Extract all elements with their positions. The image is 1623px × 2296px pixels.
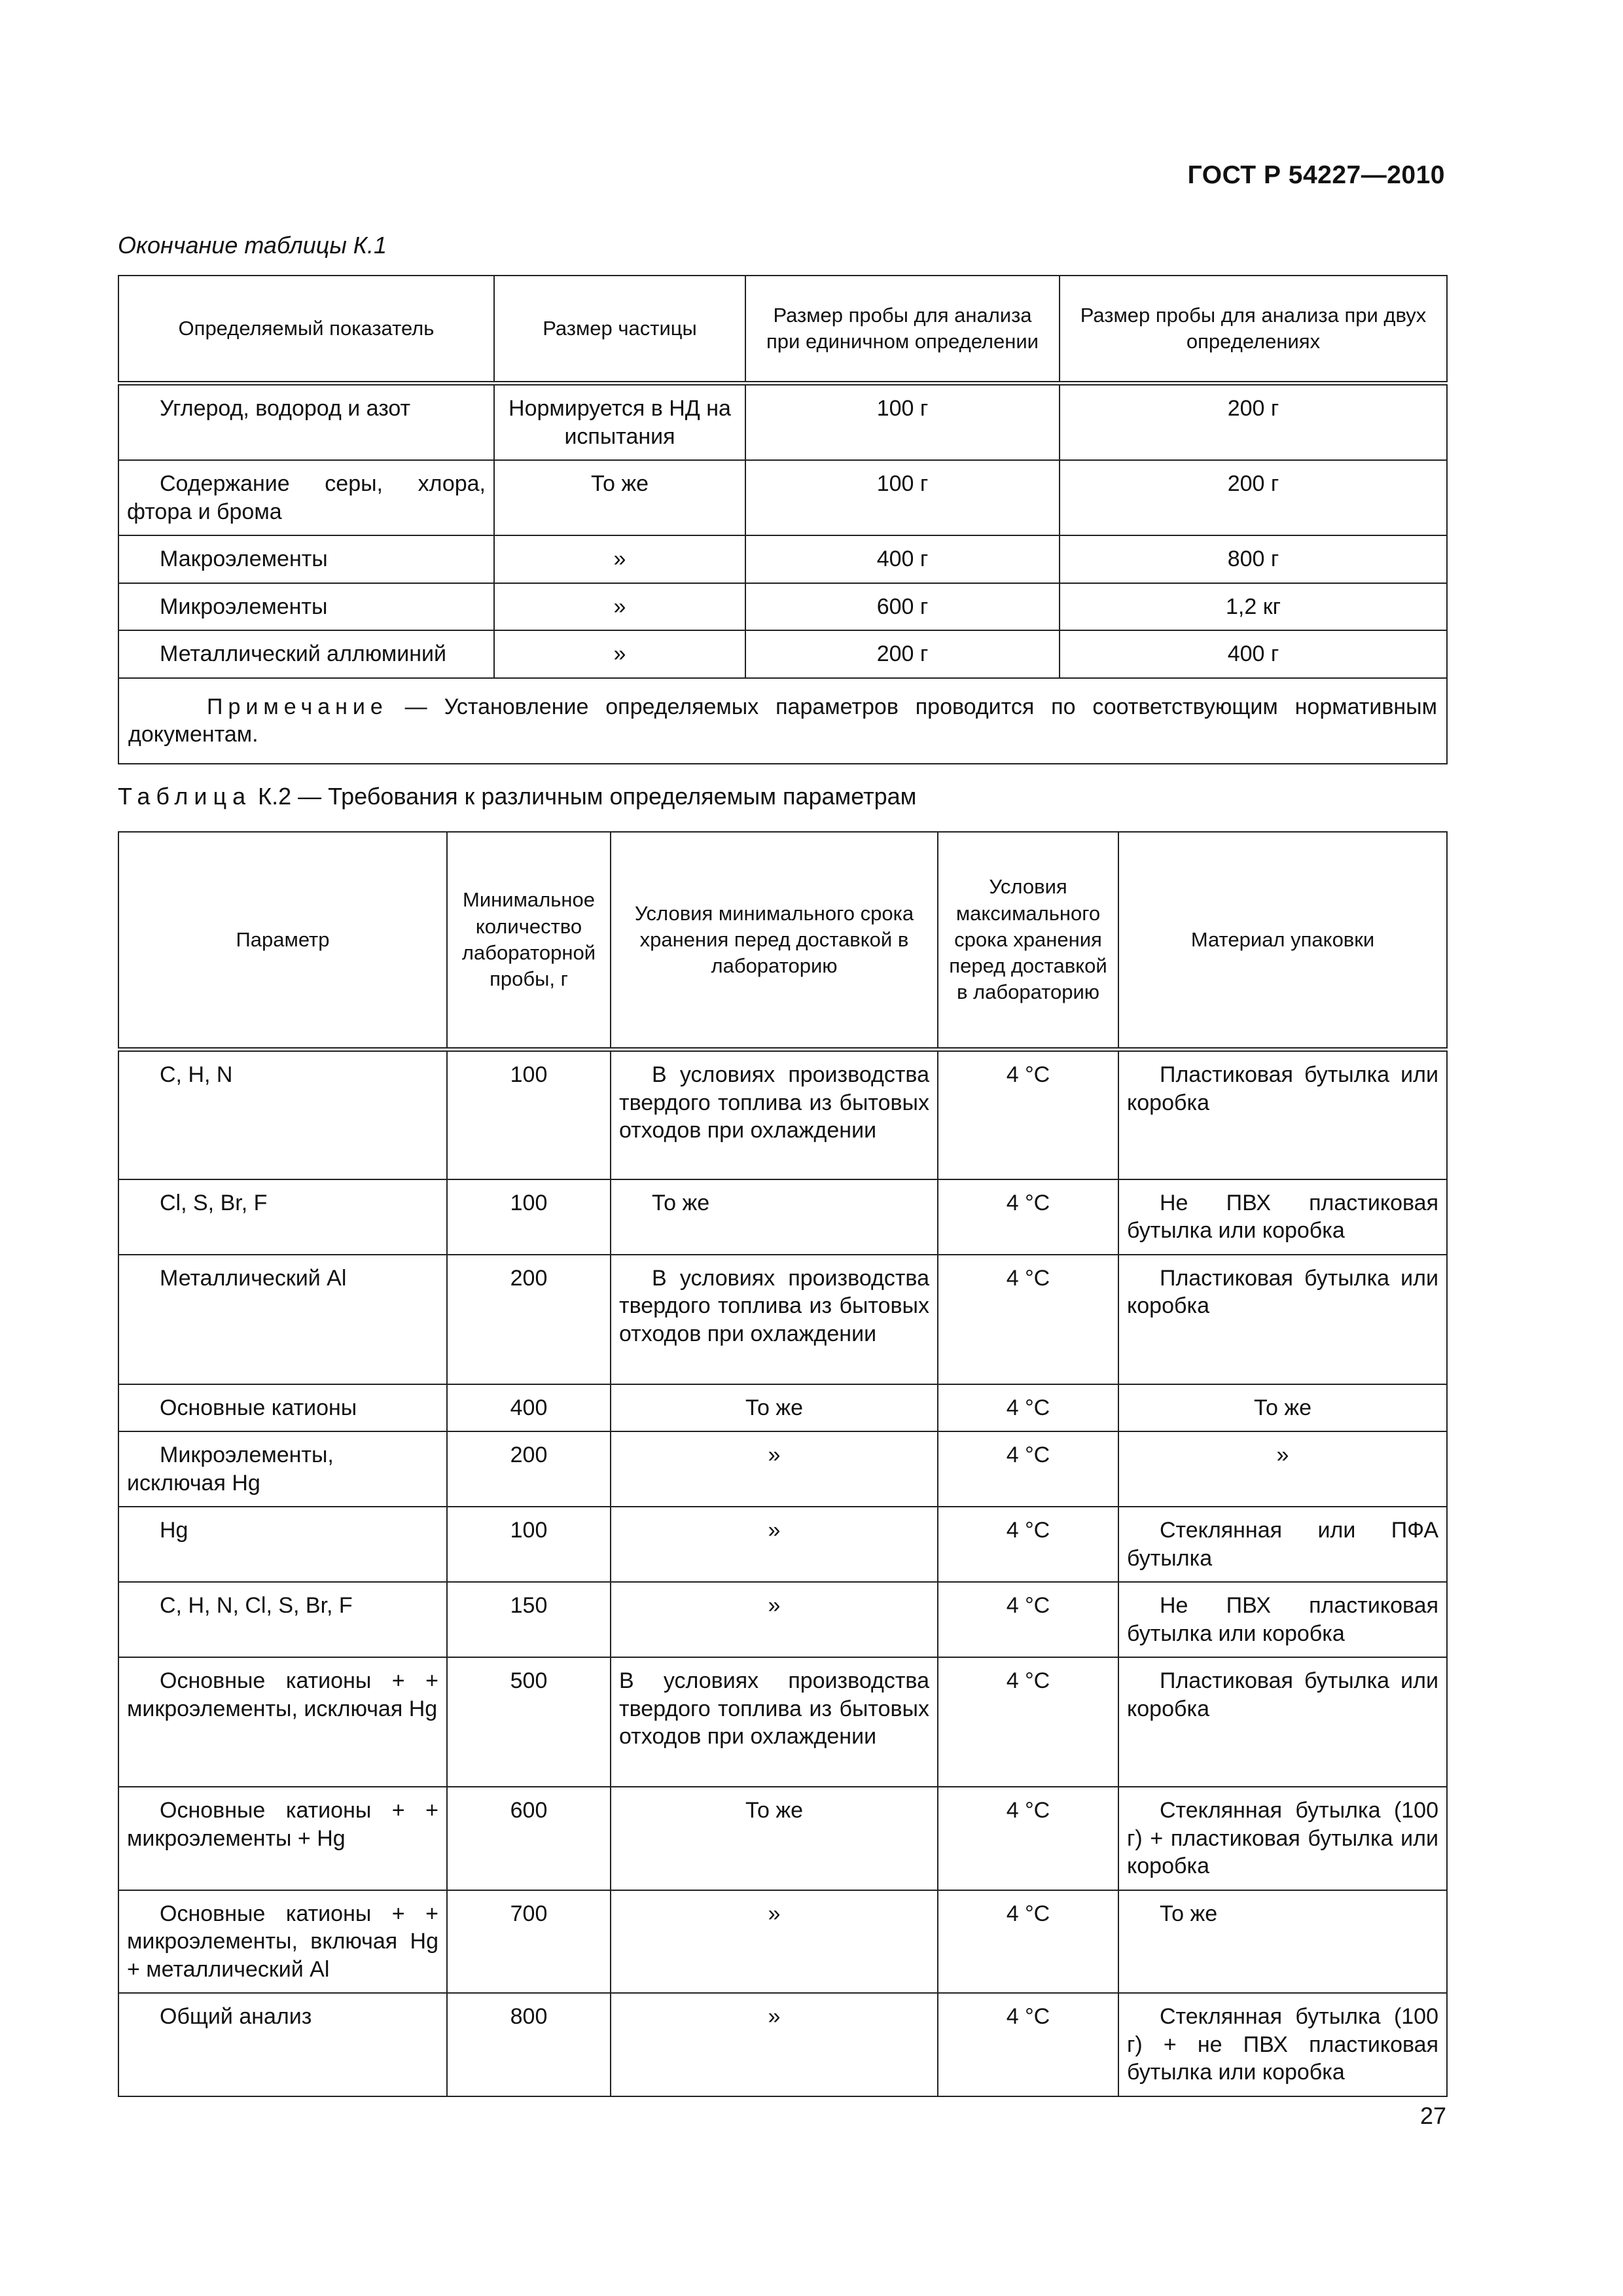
table1-cell: То же xyxy=(494,460,745,535)
table2-cell: » xyxy=(611,1890,938,1994)
table-row xyxy=(118,1507,1447,1582)
table-row xyxy=(118,1431,1447,1507)
table2-cell: 100 xyxy=(447,1179,611,1255)
table2-cell: В условиях производства твердого топлива из бытовых отходов при охлаждении xyxy=(611,1657,938,1787)
table2-cell: Основные катионы + + микроэлементы, включая Hg + металлический Al xyxy=(118,1890,447,1994)
table2-cell: 4 °C xyxy=(938,1890,1118,1994)
table1-note-row xyxy=(118,678,1447,764)
table2-cell: Стеклянная бутылка (100 г) + пластиковая бутылка или коробка xyxy=(1118,1787,1447,1890)
table1-cell: 1,2 кг xyxy=(1060,583,1447,631)
table2-cell: » xyxy=(611,1431,938,1507)
table2-cell: Cl, S, Br, F xyxy=(118,1179,447,1255)
table2-cell: 4 °C xyxy=(938,1993,1118,2096)
table2-caption-label: Таблица xyxy=(118,783,252,810)
table2-cell: Не ПВХ пластиковая бутылка или коробка xyxy=(1118,1582,1447,1657)
table2-caption-text: К.2 — Требования к различным определяемым параметрам xyxy=(251,783,917,810)
note-label: Примечание xyxy=(207,694,388,719)
table2-cell: Микроэлементы, исключая Hg xyxy=(118,1431,447,1507)
table2-cell: Металлический Al xyxy=(118,1255,447,1384)
table2-cell: 4 °C xyxy=(938,1179,1118,1255)
table2-cell: » xyxy=(611,1582,938,1657)
table2-cell: Основные катионы xyxy=(118,1384,447,1432)
table2-cell: C, H, N xyxy=(118,1050,447,1179)
table2-cell: То же xyxy=(611,1787,938,1890)
table2-header-cell: Условия максимального срока хранения перед доставкой в лабораторию xyxy=(938,832,1118,1050)
table-row xyxy=(118,1179,1447,1255)
table2-cell: В условиях производства твердого топлива из бытовых отходов при охлаждении xyxy=(611,1050,938,1179)
table2-cell: Пластиковая бутылка или коробка xyxy=(1118,1050,1447,1179)
table2-cell: 4 °C xyxy=(938,1384,1118,1432)
table2-cell: 800 xyxy=(447,1993,611,2096)
table1-cell: 200 г xyxy=(1060,460,1447,535)
table2-header-cell: Материал упаковки xyxy=(1118,832,1447,1050)
table2-cell: В условиях производства твердого топлива из бытовых отходов при охлаждении xyxy=(611,1255,938,1384)
table1-cell: Нормируется в НД на испытания xyxy=(494,384,745,461)
table2-cell: То же xyxy=(1118,1384,1447,1432)
table2-cell: То же xyxy=(1118,1890,1447,1994)
table-row xyxy=(118,460,1447,535)
table1-cell: 600 г xyxy=(745,583,1060,631)
table1-cell: Углерод, водород и азот xyxy=(118,384,494,461)
table1-cell: 400 г xyxy=(1060,630,1447,678)
table1-header-cell: Размер пробы для анализа при единичном определении xyxy=(745,276,1060,384)
table2-header-row xyxy=(118,832,1447,1050)
table2-cell: 4 °C xyxy=(938,1507,1118,1582)
table1-cell: Макроэлементы xyxy=(118,535,494,583)
table-row xyxy=(118,1787,1447,1890)
table-row xyxy=(118,1890,1447,1994)
table1-cell: 800 г xyxy=(1060,535,1447,583)
table2-cell: 400 xyxy=(447,1384,611,1432)
table2-cell: Hg xyxy=(118,1507,447,1582)
table2-cell: C, H, N, Cl, S, Br, F xyxy=(118,1582,447,1657)
table1-header-cell: Размер пробы для анализа при двух определениях xyxy=(1060,276,1447,384)
table1-caption: Окончание таблицы К.1 xyxy=(118,232,387,259)
table-row xyxy=(118,583,1447,631)
table1-cell: » xyxy=(494,535,745,583)
table2-cell: 4 °C xyxy=(938,1657,1118,1787)
table2-cell: 4 °C xyxy=(938,1787,1118,1890)
document-id: ГОСТ Р 54227—2010 xyxy=(1187,161,1445,189)
table2-header-cell: Условия минимального срока хранения перед доставкой в лабораторию xyxy=(611,832,938,1050)
table1-cell: 200 г xyxy=(1060,384,1447,461)
table1-cell: 200 г xyxy=(745,630,1060,678)
table2-cell: 200 xyxy=(447,1431,611,1507)
table2-cell: То же xyxy=(611,1384,938,1432)
table1-cell: Металлический аллюминий xyxy=(118,630,494,678)
table2-cell: 200 xyxy=(447,1255,611,1384)
table2-cell: 700 xyxy=(447,1890,611,1994)
table-row xyxy=(118,630,1447,678)
table2-cell: 4 °C xyxy=(938,1050,1118,1179)
table2-cell: 150 xyxy=(447,1582,611,1657)
table1-header-row xyxy=(118,276,1447,384)
table2-caption xyxy=(118,783,916,810)
table1-cell: 100 г xyxy=(745,384,1060,461)
table2-cell: 4 °C xyxy=(938,1255,1118,1384)
table-row xyxy=(118,1255,1447,1384)
table2-cell: » xyxy=(611,1993,938,2096)
table2-cell: » xyxy=(611,1507,938,1582)
table1-header-cell: Определяемый показатель xyxy=(118,276,494,384)
table2-cell: 600 xyxy=(447,1787,611,1890)
table2-cell: 4 °C xyxy=(938,1582,1118,1657)
table2-cell: Пластиковая бутылка или коробка xyxy=(1118,1255,1447,1384)
table2-cell: Стеклянная или ПФА бутылка xyxy=(1118,1507,1447,1582)
table-k1 xyxy=(118,275,1448,764)
table-row xyxy=(118,1582,1447,1657)
table1-cell: » xyxy=(494,583,745,631)
table2-cell: » xyxy=(1118,1431,1447,1507)
table1-cell: Микроэлементы xyxy=(118,583,494,631)
table2-header-cell: Параметр xyxy=(118,832,447,1050)
table1-cell: Содержание серы, хлора, фтора и брома xyxy=(118,460,494,535)
table-row xyxy=(118,1384,1447,1432)
table2-cell: Стеклянная бутылка (100 г) + не ПВХ пластиковая бутылка или коробка xyxy=(1118,1993,1447,2096)
table2-cell: Основные катионы + + микроэлементы, исключая Hg xyxy=(118,1657,447,1787)
table-row xyxy=(118,1993,1447,2096)
table2-cell: Не ПВХ пластиковая бутылка или коробка xyxy=(1118,1179,1447,1255)
table1-cell: 100 г xyxy=(745,460,1060,535)
table2-cell: Основные катионы + + микроэлементы + Hg xyxy=(118,1787,447,1890)
table-k2 xyxy=(118,831,1448,2097)
note-text: — Установление определяемых параметров проводится по соответствующим нормативным документам. xyxy=(128,694,1437,747)
table2-cell: Общий анализ xyxy=(118,1993,447,2096)
table2-cell: 100 xyxy=(447,1050,611,1179)
table2-header-cell: Минимальное количество лабораторной пробы, г xyxy=(447,832,611,1050)
table-row xyxy=(118,1657,1447,1787)
table-row xyxy=(118,535,1447,583)
table2-cell: 500 xyxy=(447,1657,611,1787)
table2-cell: Пластиковая бутылка или коробка xyxy=(1118,1657,1447,1787)
page-number: 27 xyxy=(1419,2102,1446,2129)
table1-cell: 400 г xyxy=(745,535,1060,583)
table1-header-cell: Размер частицы xyxy=(494,276,745,384)
table-row xyxy=(118,1050,1447,1179)
table1-cell: » xyxy=(494,630,745,678)
table2-cell: То же xyxy=(611,1179,938,1255)
table2-cell: 4 °C xyxy=(938,1431,1118,1507)
table-row xyxy=(118,384,1447,461)
table2-cell: 100 xyxy=(447,1507,611,1582)
table1-note xyxy=(118,678,1447,764)
